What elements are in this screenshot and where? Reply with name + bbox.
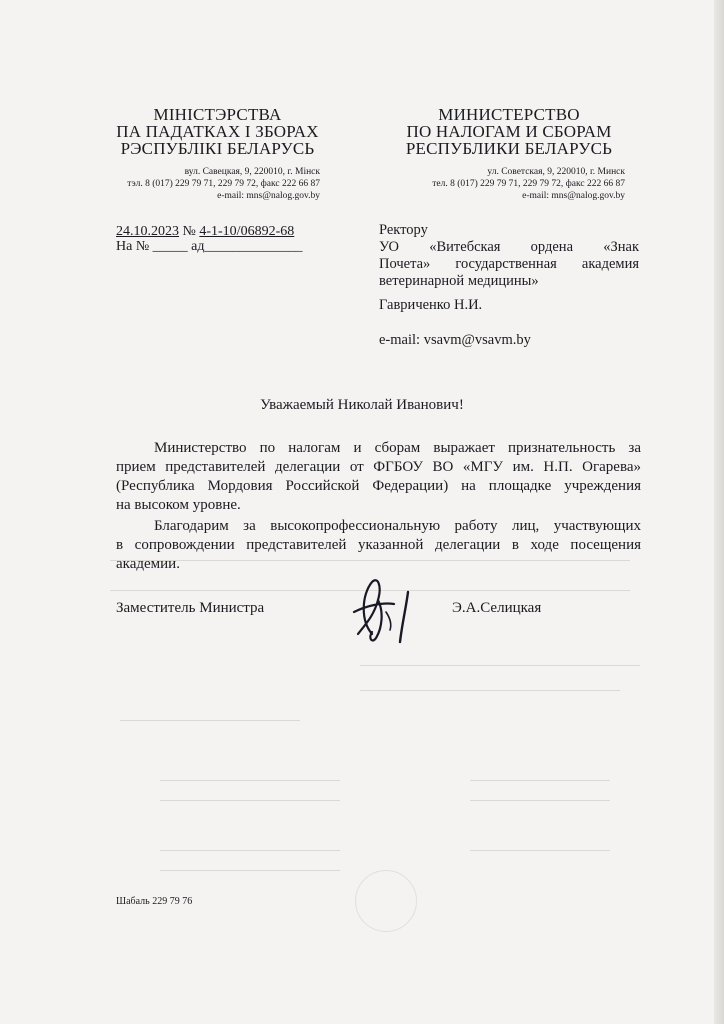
body-p2-line2: в сопровождении представителей указанной делегации в ходе посещения bbox=[116, 537, 641, 553]
bleed-through-mark bbox=[470, 850, 610, 851]
letterhead-ru-address: ул. Советская, 9, 220010, г. Минск bbox=[487, 167, 625, 177]
addressee-org-line3: ветеринарной медицины» bbox=[379, 273, 539, 289]
bleed-through-mark bbox=[160, 850, 340, 851]
addressee-title: Ректору bbox=[379, 222, 428, 238]
registration-date: 24.10.2023 bbox=[116, 224, 179, 239]
handwritten-signature bbox=[342, 572, 432, 652]
letterhead-by-email: e-mail: mns@nalog.gov.by bbox=[217, 191, 320, 201]
executor-phone: Шабаль 229 79 76 bbox=[116, 896, 193, 907]
registration-number-label: № bbox=[182, 224, 196, 239]
letterhead-ru-line3: РЕСПУБЛИКИ БЕЛАРУСЬ bbox=[405, 139, 613, 158]
body-p1-line1: Министерство по налогам и сборам выражает признательность за bbox=[154, 440, 641, 456]
paper-edge-shadow bbox=[714, 0, 724, 1024]
bleed-through-mark bbox=[160, 780, 340, 781]
addressee-block bbox=[379, 222, 639, 290]
addressee-email: e-mail: vsavm@vsavm.by bbox=[379, 332, 531, 348]
bleed-through-mark bbox=[160, 800, 340, 801]
reference-line: На № _____ ад______________ bbox=[116, 239, 303, 254]
letterhead-by-line1: МІНІСТЭРСТВА bbox=[153, 105, 282, 124]
bleed-through-mark bbox=[360, 690, 620, 691]
signer-role: Заместитель Министра bbox=[116, 600, 265, 616]
letterhead-ru-line2: ПО НАЛОГАМ И СБОРАМ bbox=[406, 122, 612, 141]
addressee-name: Гавриченко Н.И. bbox=[379, 297, 483, 313]
bleed-through-mark bbox=[120, 720, 300, 721]
letterhead-belarusian bbox=[105, 106, 330, 202]
body-p2-line1: Благодарим за высокопрофессиональную работу лиц, участвующих bbox=[154, 518, 641, 534]
letterhead-ru-email: e-mail: mns@nalog.gov.by bbox=[522, 191, 625, 201]
letterhead-by-address: вул. Савецкая, 9, 220010, г. Мінск bbox=[184, 167, 320, 177]
addressee-org-line2: Почета» государственная академия bbox=[379, 256, 639, 272]
letterhead-russian bbox=[385, 106, 633, 202]
bleed-through-stamp bbox=[355, 870, 417, 932]
body-p2-line3: академии. bbox=[116, 556, 180, 572]
registration-number: 4-1-10/06892-68 bbox=[199, 224, 295, 239]
letterhead-by-line3: РЭСПУБЛІКІ БЕЛАРУСЬ bbox=[120, 139, 315, 158]
letterhead-by-phones: тэл. 8 (017) 229 79 71, 229 79 72, факс 222 66 87 bbox=[127, 179, 320, 189]
letterhead-by-line2: ПА ПАДАТКАХ І ЗБОРАХ bbox=[116, 122, 319, 141]
bleed-through-mark bbox=[470, 780, 610, 781]
body-p1-line3: (Республика Мордовия Российской Федерации) на площадке учреждения bbox=[116, 478, 641, 494]
signer-name: Э.А.Селицкая bbox=[452, 600, 542, 616]
body-p1-line4: на высоком уровне. bbox=[116, 497, 241, 513]
bleed-through-mark bbox=[360, 665, 640, 666]
body-paragraph-1 bbox=[116, 439, 641, 515]
bleed-through-mark bbox=[470, 800, 610, 801]
salutation: Уважаемый Николай Иванович! bbox=[260, 397, 464, 413]
body-paragraph-2 bbox=[116, 517, 641, 574]
letterhead-ru-phones: тел. 8 (017) 229 79 71, 229 79 72, факс 222 66 87 bbox=[432, 179, 625, 189]
body-p1-line2: прием представителей делегации от ФГБОУ ВО «МГУ им. Н.П. Огарева» bbox=[116, 459, 641, 475]
bleed-through-mark bbox=[160, 870, 340, 871]
addressee-org-line1: УО «Витебская ордена «Знак bbox=[379, 239, 639, 255]
letterhead-ru-line1: МИНИСТЕРСТВО bbox=[438, 105, 580, 124]
